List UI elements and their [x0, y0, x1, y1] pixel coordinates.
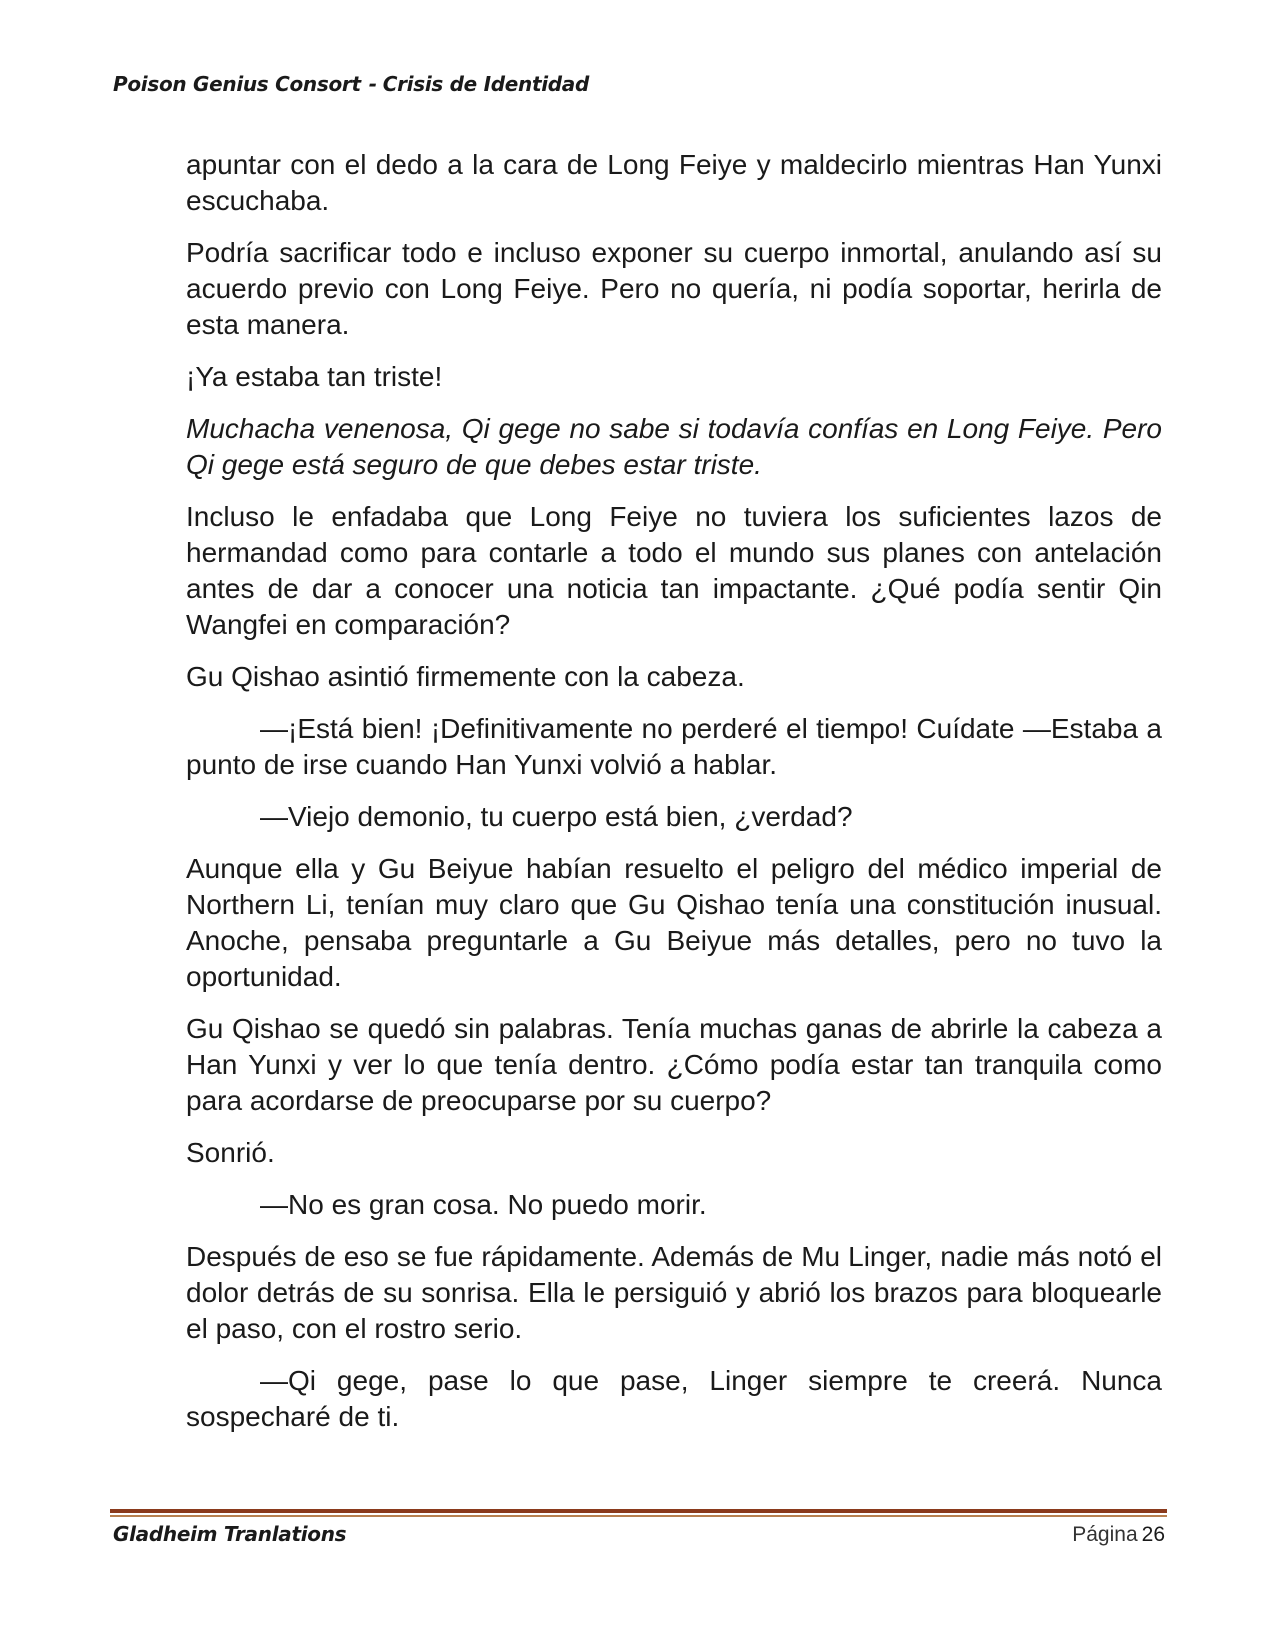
- body-text: [186, 147, 1162, 1451]
- paragraph: ¡Ya estaba tan triste!: [186, 361, 443, 392]
- paragraph: Podría sacrificar todo e incluso exponer su cuerpo inmortal, anulando así su acuerdo previo con Long Feiye. Pero no quería, ni podía soportar, herirla de esta manera.: [186, 237, 1162, 340]
- dialogue-paragraph: —No es gran cosa. No puedo morir.: [260, 1189, 707, 1220]
- paragraph: Aunque ella y Gu Beiyue habían resuelto el peligro del médico imperial de Northern Li, tenían muy claro que Gu Qishao tenía una constitución inusual. Anoche, pensaba preguntarle a Gu Beiyue más detalles, pero no tuvo la oportunidad.: [186, 853, 1162, 992]
- page-label: Página: [1072, 1523, 1138, 1546]
- thought-paragraph: Muchacha venenosa, Qi gege no sabe si todavía confías en Long Feiye. Pero Qi gege está seguro de que debes estar triste.: [186, 413, 1162, 480]
- chapter-title: Crisis de Identidad: [382, 72, 590, 96]
- running-header: [113, 72, 589, 96]
- footer-rule: [110, 1509, 1167, 1513]
- header-separator: -: [368, 72, 377, 96]
- dialogue-paragraph: —Viejo demonio, tu cuerpo está bien, ¿verdad?: [260, 801, 853, 832]
- paragraph: apuntar con el dedo a la cara de Long Feiye y maldecirlo mientras Han Yunxi escuchaba.: [186, 149, 1162, 216]
- book-title: Poison Genius Consort: [113, 72, 361, 96]
- publisher-name: Gladheim Tranlations: [113, 1522, 347, 1546]
- paragraph: Gu Qishao se quedó sin palabras. Tenía muchas ganas de abrirle la cabeza a Han Yunxi y ver lo que tenía dentro. ¿Cómo podía estar tan tranquila como para acordarse de preocuparse por su cuerpo?: [186, 1013, 1162, 1116]
- page-number: 26: [1141, 1523, 1165, 1546]
- page-number-block: [1072, 1523, 1165, 1547]
- paragraph: Gu Qishao asintió firmemente con la cabeza.: [186, 661, 745, 692]
- paragraph: Incluso le enfadaba que Long Feiye no tuviera los suficientes lazos de hermandad como para contarle a todo el mundo sus planes con antelación antes de dar a conocer una noticia tan impactante. ¿Qué podía sentir Qin Wangfei en comparación?: [186, 501, 1162, 640]
- dialogue-paragraph: —Qi gege, pase lo que pase, Linger siempre te creerá. Nunca sospecharé de ti.: [186, 1365, 1162, 1432]
- dialogue-paragraph: —¡Está bien! ¡Definitivamente no perderé el tiempo! Cuídate —Estaba a punto de irse cuando Han Yunxi volvió a hablar.: [186, 713, 1162, 780]
- footer-rule-accent: [110, 1515, 1167, 1517]
- paragraph: Después de eso se fue rápidamente. Además de Mu Linger, nadie más notó el dolor detrás de su sonrisa. Ella le persiguió y abrió los brazos para bloquearle el paso, con el rostro serio.: [186, 1241, 1162, 1344]
- paragraph: Sonrió.: [186, 1137, 275, 1168]
